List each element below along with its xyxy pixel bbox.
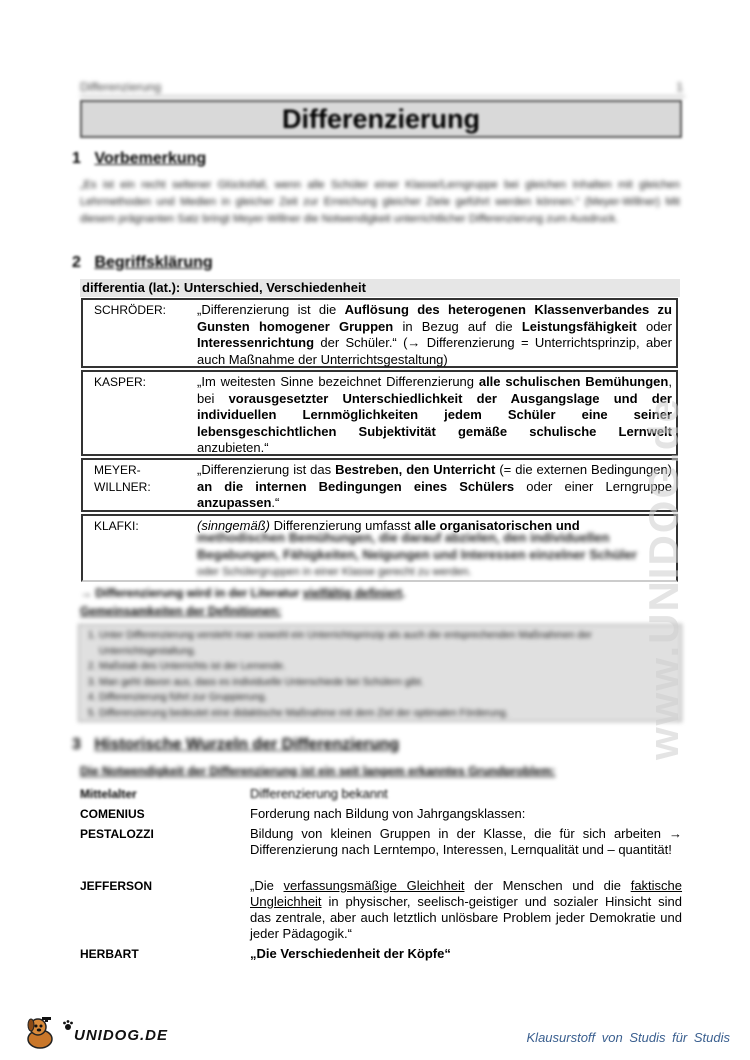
definition-box-meyer-willner (81, 458, 678, 512)
common-features-heading: Gemeinsamkeiten der Definitionen: (80, 604, 282, 618)
section-3-number: 3 (72, 736, 81, 753)
page-number: 1 (676, 80, 683, 94)
text-run: der Menschen und die (464, 878, 631, 893)
section-1-title: Vorbemerkung (94, 150, 207, 167)
section-2-heading (72, 254, 213, 272)
section-1-heading (72, 150, 206, 168)
list-item: 5. Differenzierung bedeutet eine didaktische Maßnahme mit dem Ziel der optimalen Förderung. (99, 706, 675, 722)
history-row (80, 878, 682, 942)
list-item: 2. Maßstab des Unterrichts ist der Lernende. (99, 659, 675, 675)
text-run: oder einer Lerngruppe (514, 478, 673, 494)
text-run-bold: Bestreben, den Unterricht (335, 462, 496, 477)
text-run-underlined: faktische Ungleichheit (250, 878, 683, 909)
text-run: oder (636, 318, 672, 334)
section-2-title: Begriffsklärung (94, 254, 213, 271)
text-run: . (402, 586, 406, 600)
history-row (80, 946, 682, 962)
history-name: JEFFERSON (80, 879, 153, 893)
definition-text (197, 462, 672, 512)
watermark: www.UNIDOG.de (640, 397, 687, 760)
text-run-italic: (sinngemäß) (197, 518, 270, 533)
history-text: Forderung nach Bildung von Jahrgangsklassen: (250, 806, 526, 821)
section-1-text: „Es ist ein recht seltener Glücksfall, wenn alle Schüler einer Klasse/Lerngruppe bei gleichen Inhalten mit gleichen Lehrmethoden und Medien in gleicher Zeit zur Erreichung gleicher Ziele geführt werden können.“ (Meyer-Willner) Mit diesem prägnanten Satz bringt Meyer-Willner die Notwendigkeit unterrichtlicher Differenzierung zum Ausdruck. (80, 179, 680, 225)
definition-box-klafki (81, 514, 678, 582)
text-run: „Die (250, 878, 284, 893)
text-run: Differenzierung umfasst (269, 518, 415, 533)
definition-faded-area (83, 528, 676, 580)
definition-author: KASPER: (94, 375, 147, 389)
history-row (80, 826, 682, 874)
author-line: MEYER- (94, 463, 141, 477)
definition-box-kasper (81, 370, 678, 456)
common-features-list (85, 628, 675, 721)
history-name: HERBART (80, 947, 139, 961)
definition-author: KLAFKI: (94, 519, 139, 533)
faded-line: methodischen Bemühungen, die darauf abzielen, den individuellen (197, 530, 610, 545)
text-run: , bei (197, 374, 672, 406)
document-title-text: Differenzierung (281, 104, 481, 134)
history-name: PESTALOZZI (80, 827, 154, 841)
section-2-number: 2 (72, 254, 81, 271)
text-run-bold: vorausgesetzter Unterschiedlichkeit der Ausgangslage und der individuellen Lernmöglichkeiten jedem Schüler eine seiner lebensgeschichtlichen Subjektivität gemäße schulische Lernwelt (197, 390, 672, 439)
footer-tagline: Klausurstoff von Studis für Studis (526, 1030, 730, 1045)
history-name: COMENIUS (80, 807, 145, 821)
history-intro: Die Notwendigkeit der Differenzierung ist ein seit langem erkanntes Grundproblem: (80, 764, 556, 778)
page-header (80, 80, 685, 97)
text-run: anzubieten.“ (197, 440, 269, 455)
definition-author: SCHRÖDER: (94, 303, 167, 317)
definition-author (94, 462, 189, 495)
text-run-bold: alle schulischen Bemühungen (478, 374, 669, 389)
text-run: .“ (271, 495, 280, 510)
text-run: → Differenzierung wird in der Literatur (80, 586, 303, 600)
history-name: Mittelalter (80, 787, 137, 801)
text-run: in physischer, seelisch-geistiger und sozialer Hinsicht sind das zentrale, aber auch letztlich unlösbare Problem jeder Demokratie und jeder Pädagogik.“ (250, 894, 682, 941)
section-3-heading (72, 736, 399, 754)
text-run: „Differenzierung ist die (197, 302, 345, 317)
logo (22, 1015, 169, 1051)
text-run-bold: Auflösung des heterogenen Klassenverbandes zu Gunsten homogener Gruppen (197, 302, 672, 334)
dog-mascot-icon (22, 1015, 58, 1051)
text-run-bold: anzupassen (197, 495, 272, 510)
term-definition-bar: differentia (lat.): Unterschied, Verschiedenheit (80, 279, 680, 297)
text-run: (= die externen Bedingungen) (495, 462, 673, 477)
text-run: „Im weitesten Sinne bezeichnet Differenzierung (197, 374, 479, 389)
logo-text: UNIDOG.DE (74, 1027, 169, 1044)
text-run-bold: alle organisatorischen und (414, 518, 580, 533)
text-run: „Differenzierung ist das (197, 462, 336, 477)
text-run-bold: Interessenrichtung (197, 335, 315, 350)
definition-text (197, 374, 672, 457)
list-item: 1. Unter Differenzierung versteht man sowohl ein Unterrichtsprinzip als auch die entsprechenden Maßnahmen der Unterrichtsgestaltung. (99, 628, 675, 659)
history-row (80, 786, 682, 802)
definition-conclusion (80, 586, 405, 600)
history-text: Differenzierung bekannt (250, 786, 388, 801)
list-item: 4. Differenzierung führt zur Gruppierung. (99, 690, 675, 706)
faded-line: oder Schülergruppen in einer Klasse gerecht zu werden. (197, 566, 472, 578)
history-text: „Die Verschiedenheit der Köpfe“ (250, 946, 451, 961)
text-run-underlined: verfassungsmäßige Gleichheit (283, 878, 465, 893)
faded-line: Begabungen, Fähigkeiten, Neigungen und Interessen einzelner Schüler (197, 547, 637, 562)
history-text: Bildung von kleinen Gruppen in der Klasse, die für sich arbeiten → Differenzierung nach Lerntempo, Interessen, Lernqualität und – quantität! (250, 826, 682, 857)
section-1-number: 1 (72, 150, 81, 167)
paw-icon (62, 1019, 74, 1031)
header-title: Differenzierung (80, 80, 162, 94)
definition-box-schroeder (81, 298, 678, 368)
definition-text (197, 302, 672, 368)
text-run-underlined: vielfältig definiert (302, 586, 403, 600)
history-row (80, 806, 682, 822)
author-line: WILLNER: (94, 479, 151, 494)
history-text (250, 878, 682, 942)
text-run-bold: Leistungsfähigkeit (521, 318, 637, 334)
list-item: 3. Man geht davon aus, dass es individuelle Unterschiede bei Schülern gibt. (99, 675, 675, 691)
text-run-bold: an die internen Bedingungen eines Schülers (197, 478, 515, 494)
document-title (80, 100, 682, 138)
section-3-title: Historische Wurzeln der Differenzierung (94, 736, 400, 753)
text-run: der Schüler.“ (→ Differenzierung = Unterrichtsprinzip, aber auch Maßnahme der Unterrichtsgestaltung) (197, 335, 672, 367)
text-run: in Bezug auf die (393, 318, 522, 334)
common-features-box (78, 624, 682, 722)
